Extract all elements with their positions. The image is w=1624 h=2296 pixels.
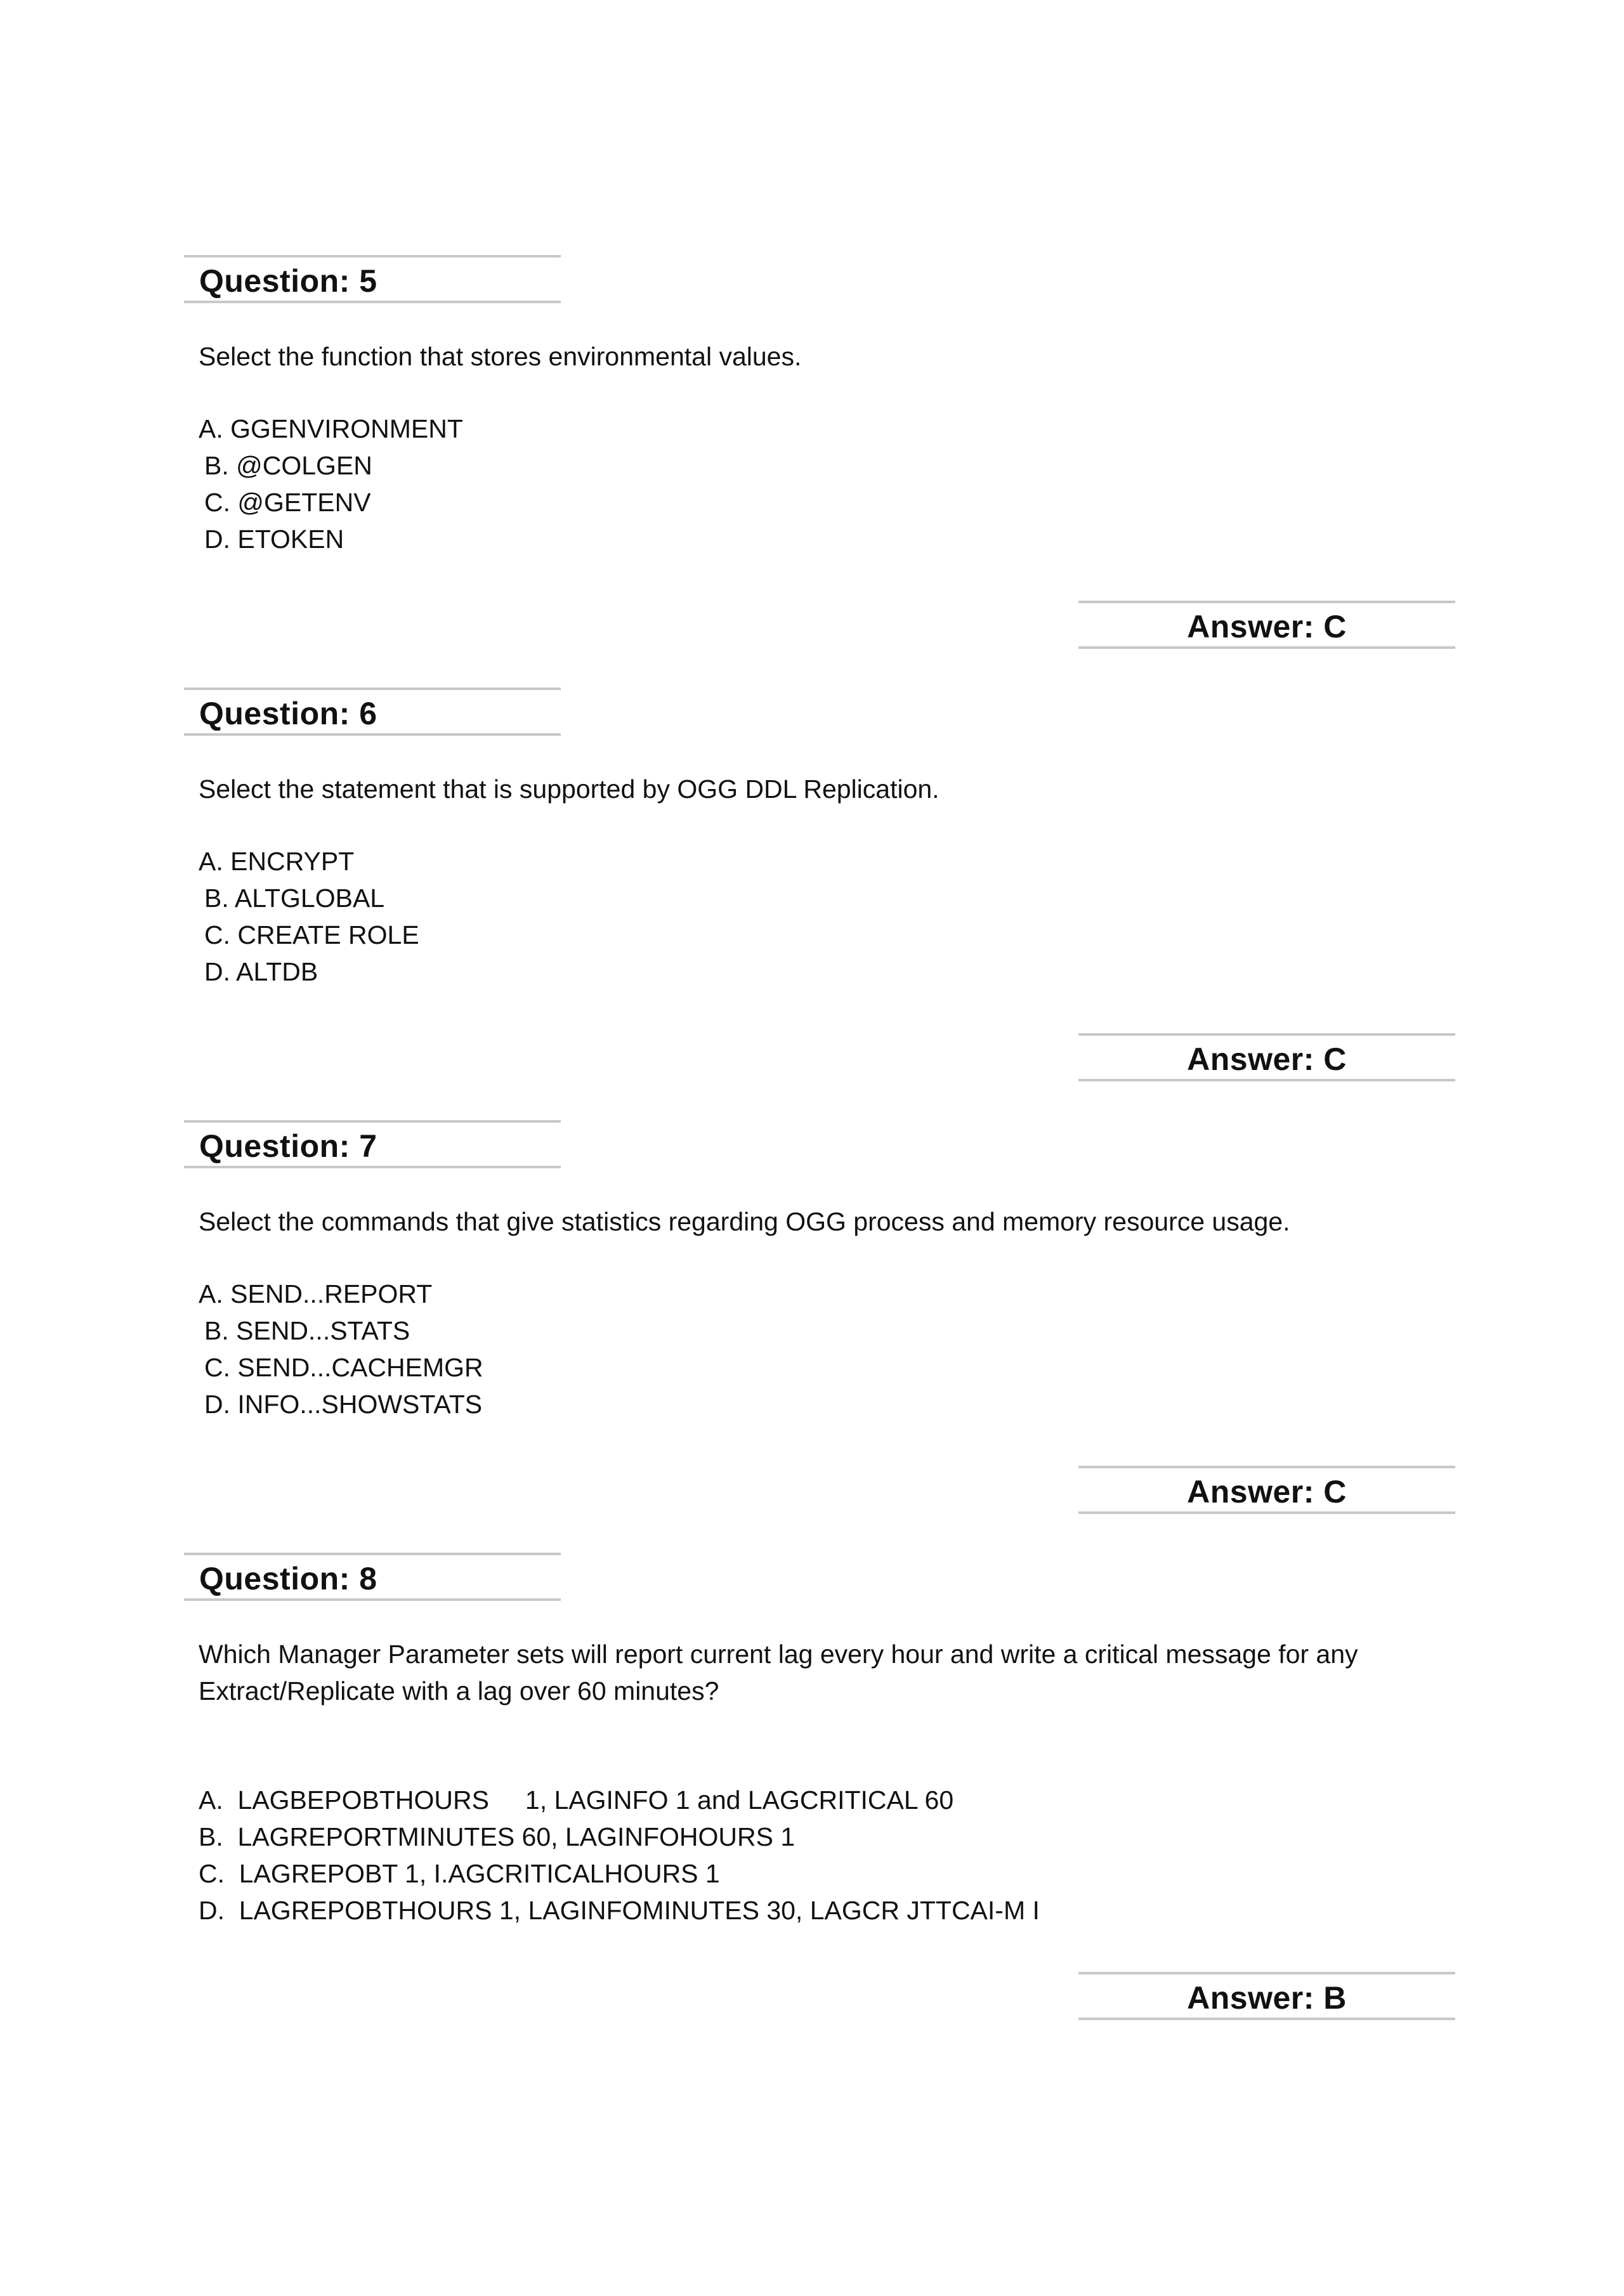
question-6-text: Select the statement that is supported by OGG DDL Replication. <box>199 774 940 804</box>
question-title: Question: 8 <box>199 1561 377 1596</box>
question-8-header <box>184 1553 561 1601</box>
question-5-text: Select the function that stores environmental values. <box>199 342 802 371</box>
question-8-option-c: C. LAGREPOBT 1, I.AGCRITICALHOURS 1 <box>199 1859 720 1888</box>
question-7-option-c: C. SEND...CACHEMGR <box>204 1353 483 1382</box>
question-6-option-d: D. ALTDB <box>204 957 318 986</box>
question-5-answer <box>1078 601 1455 649</box>
question-8-text: Which Manager Parameter sets will report current lag every hour and write a critical message for any Extract/Replicate with a lag over 60 minutes? <box>199 1640 1358 1706</box>
answer-label: Answer: C <box>1187 609 1347 644</box>
question-6-answer <box>1078 1033 1455 1081</box>
question-6-header <box>184 688 561 736</box>
question-7-answer <box>1078 1466 1455 1514</box>
question-6-option-b: B. ALTGLOBAL <box>204 884 385 913</box>
question-7-header <box>184 1120 561 1168</box>
answer-label: Answer: C <box>1187 1041 1347 1077</box>
question-6-option-c: C. CREATE ROLE <box>204 920 419 949</box>
question-7-text: Select the commands that give statistics regarding OGG process and memory resource usage. <box>199 1207 1290 1236</box>
question-title: Question: 6 <box>199 696 377 731</box>
question-7-option-a: A. SEND...REPORT <box>199 1279 433 1308</box>
question-8-option-d: D. LAGREPOBTHOURS 1, LAGINFOMINUTES 30, LAGCR JTTCAI-M I <box>199 1896 1040 1925</box>
question-8-answer <box>1078 1972 1455 2020</box>
question-5-option-a: A. GGENVIRONMENT <box>199 414 463 443</box>
question-6-option-a: A. ENCRYPT <box>199 847 355 876</box>
question-8-option-b: B. LAGREPORTMINUTES 60, LAGINFOHOURS 1 <box>199 1822 796 1851</box>
question-7-option-d: D. INFO...SHOWSTATS <box>204 1390 483 1419</box>
question-title: Question: 7 <box>199 1128 377 1164</box>
answer-label: Answer: B <box>1187 1980 1347 2016</box>
question-8-option-a: A. LAGBEPOBTHOURS 1, LAGINFO 1 and LAGCRITICAL 60 <box>199 1785 954 1815</box>
question-5-option-d: D. ETOKEN <box>204 525 344 554</box>
question-5-option-b: B. @COLGEN <box>204 451 372 480</box>
question-5-option-c: C. @GETENV <box>204 488 371 517</box>
question-7-option-b: B. SEND...STATS <box>204 1316 410 1345</box>
answer-label: Answer: C <box>1187 1474 1347 1510</box>
question-title: Question: 5 <box>199 263 377 299</box>
question-5-header <box>184 255 561 303</box>
